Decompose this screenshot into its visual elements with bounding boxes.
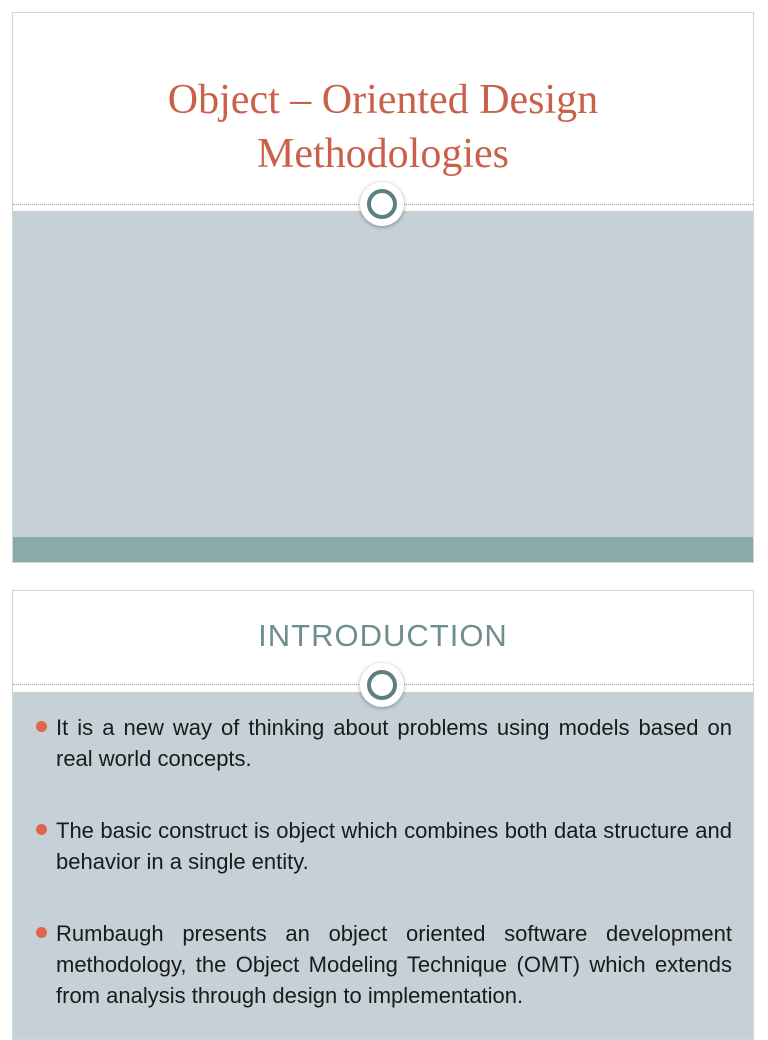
slide-title-line-2: Methodologies [257, 131, 509, 177]
bullet-dot-icon [36, 721, 47, 732]
ring-icon [360, 663, 404, 707]
slide-title-line-1: Object – Oriented Design [167, 77, 599, 123]
list-item [36, 815, 732, 877]
bullet-text: It is a new way of thinking about problems using models based on real world concepts. [56, 715, 732, 771]
bullet-list [36, 712, 732, 1040]
bullet-text: Rumbaugh presents an object oriented software development methodology, the Object Modeling Technique (OMT) which extends from analysis through design to implementation. [56, 921, 732, 1008]
ring-icon [360, 182, 404, 226]
bullet-text: The basic construct is object which combines both data structure and behavior in a single entity. [56, 818, 732, 874]
slide-body-panel [13, 211, 753, 537]
introduction-slide [12, 590, 754, 1040]
list-item [36, 918, 732, 1011]
title-slide [12, 12, 754, 563]
bullet-dot-icon [36, 824, 47, 835]
list-item [36, 712, 732, 774]
slide-heading: INTRODUCTION [258, 618, 508, 653]
slide-title [13, 73, 753, 181]
title-area [13, 13, 753, 204]
footer-band [13, 537, 753, 563]
bullet-dot-icon [36, 927, 47, 938]
